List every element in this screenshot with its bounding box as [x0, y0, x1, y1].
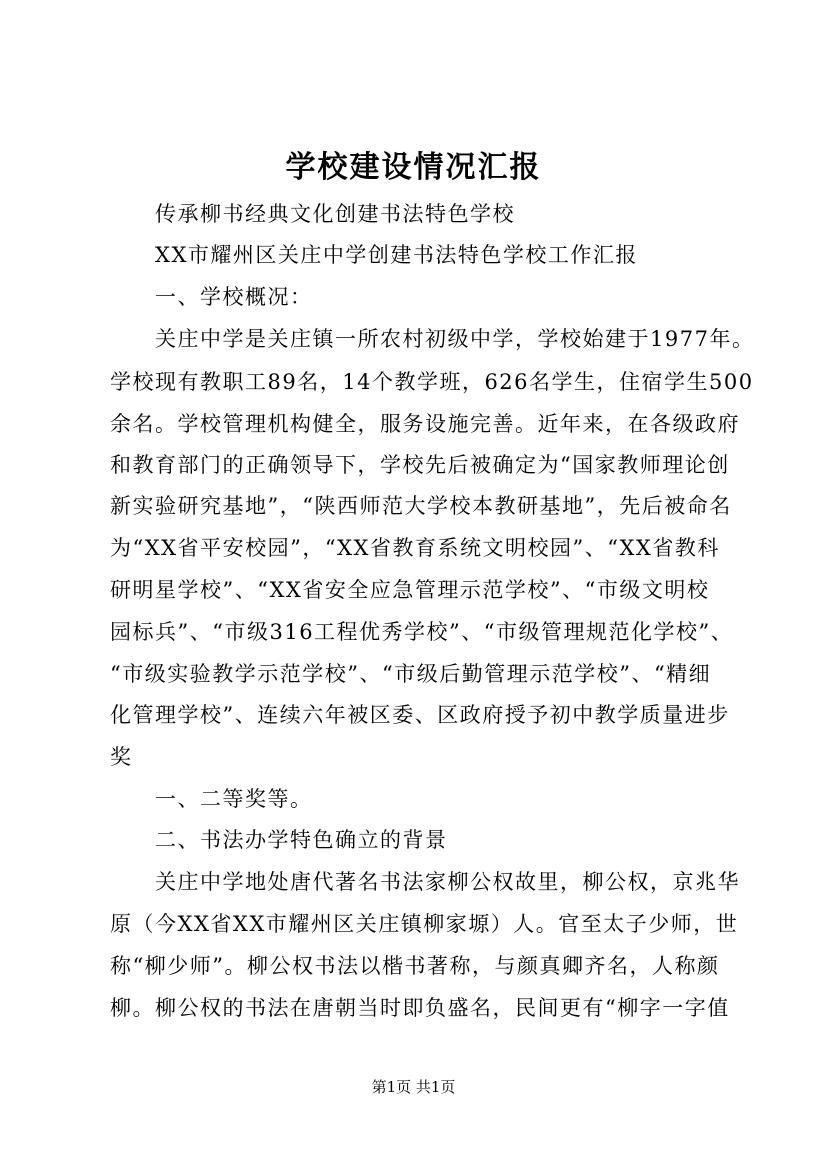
- paragraph-line: 称“柳少师”。柳公权书法以楷书著称，与颜真卿齐名，人称颜: [110, 954, 720, 978]
- paragraph-line: 奖: [110, 745, 133, 769]
- paragraph-line: 关庄中学地处唐代著名书法家柳公权故里，柳公权，京兆华: [155, 870, 740, 894]
- section-heading: 二、书法办学特色确立的背景: [155, 828, 448, 852]
- paragraph-line: 新实验研究基地”，“陕西师范大学校本教研基地”，先后被命名: [110, 494, 732, 518]
- page-footer: 第1页 共1页: [371, 1078, 456, 1096]
- paragraph-line: 园标兵”、“市级316工程优秀学校”、“市级管理规范化学校”、: [110, 620, 734, 644]
- paragraph-line: 化管理学校”、连续六年被区委、区政府授予初中教学质量进步: [110, 703, 730, 727]
- paragraph-line: 关庄中学是关庄镇一所农村初级中学，学校始建于1977年。: [155, 327, 755, 351]
- paragraph-line: 柳。柳公权的书法在唐朝当时即负盛名，民间更有“柳字一字值: [110, 996, 730, 1020]
- paragraph-line: 和教育部门的正确领导下，学校先后被确定为“国家教师理论创: [110, 453, 730, 477]
- subtitle-line: XX市耀州区关庄中学创建书法特色学校工作汇报: [155, 243, 638, 267]
- paragraph-line: 为“XX省平安校园”，“XX省教育系统文明校园”、“XX省教科: [110, 536, 720, 560]
- paragraph-line: 原（今XX省XX市耀州区关庄镇柳家塬）人。官至太子少师，世: [110, 912, 739, 936]
- section-heading: 一、学校概况：: [155, 285, 313, 309]
- paragraph-line: 学校现有教职工89名，14个教学班，626名学生，住宿学生500: [110, 370, 754, 394]
- paragraph-line: 研明星学校”、“XX省安全应急管理示范学校”、“市级文明校: [110, 578, 710, 602]
- paragraph-line: 一、二等奖等。: [155, 787, 313, 811]
- paragraph-line: 余名。学校管理机构健全，服务设施完善。近年来，在各级政府: [110, 412, 740, 436]
- document-title: 学校建设情况汇报: [285, 150, 542, 185]
- subtitle-line: 传承柳书经典文化创建书法特色学校: [155, 202, 515, 226]
- paragraph-line: “市级实验教学示范学校”、“市级后勤管理示范学校”、“精细: [110, 662, 712, 686]
